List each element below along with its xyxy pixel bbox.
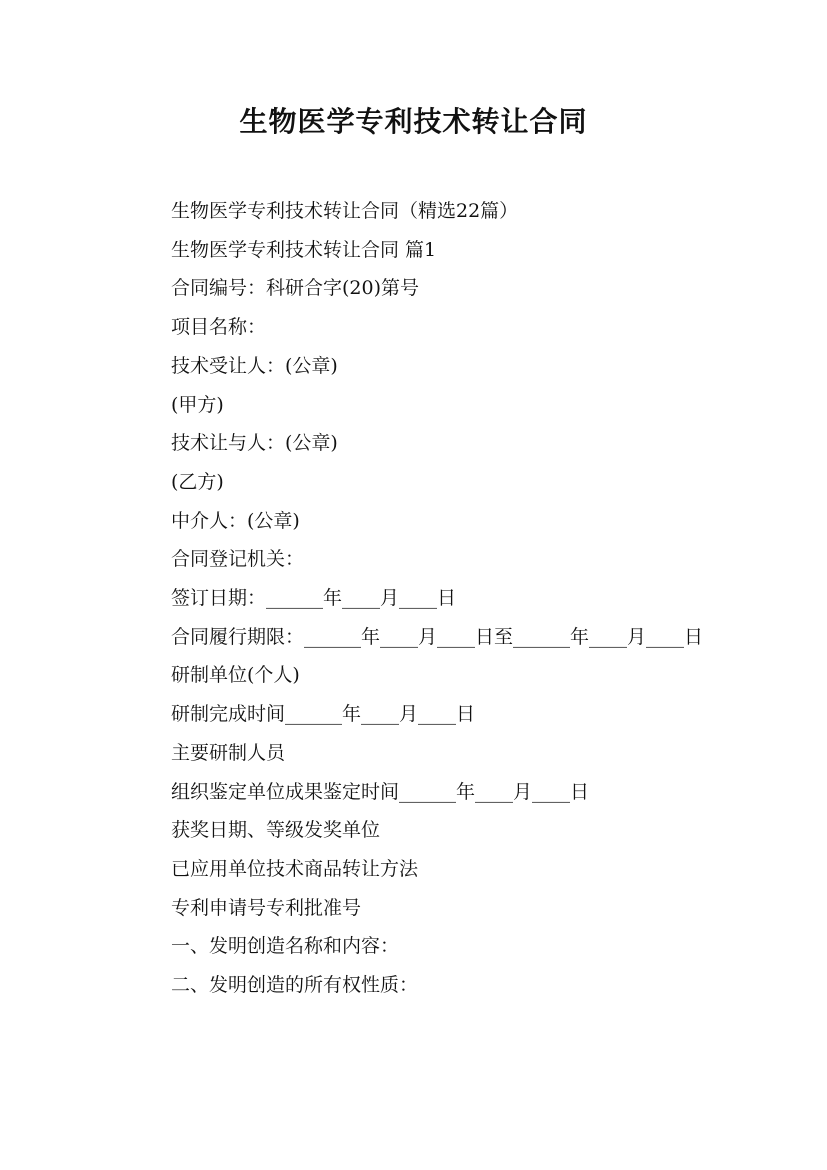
paragraph-registration-authority: 合同登记机关： (171, 548, 305, 571)
paragraph-performance-period: 合同履行期限：______年____月____日至______年____月____日 (171, 625, 704, 648)
paragraph-applied-units: 已应用单位技术商品转让方法 (171, 857, 419, 880)
paragraph-developer: 研制单位(个人) (171, 664, 300, 687)
paragraph-intermediary: 中介人：(公章) (171, 509, 300, 532)
paragraph-collection-title: 生物医学专利技术转让合同（精选22篇） (171, 200, 519, 222)
paragraph-section-title: 生物医学专利技术转让合同 篇1 (171, 238, 437, 261)
paragraph-transferor: 技术让与人：(公章) (171, 432, 338, 455)
paragraph-project-name: 项目名称： (171, 316, 267, 339)
paragraph-main-personnel: 主要研制人员 (171, 741, 286, 764)
paragraph-patent-numbers: 专利申请号专利批准号 (171, 896, 362, 919)
paragraph-transferee: 技术受让人：(公章) (171, 354, 338, 377)
paragraph-completion-time: 研制完成时间______年____月____日 (171, 703, 476, 726)
paragraph-clause-2: 二、发明创造的所有权性质： (171, 974, 419, 997)
paragraph-contract-number: 合同编号：科研合字(20)第号 (171, 277, 420, 300)
document-body (124, 192, 714, 1005)
paragraph-signing-date: 签订日期：______年____月____日 (171, 587, 457, 610)
paragraph-award: 获奖日期、等级发奖单位 (171, 819, 381, 842)
paragraph-party-a: (甲方) (171, 393, 224, 416)
document-title: 生物医学专利技术转让合同 (239, 105, 588, 138)
paragraph-appraisal: 组织鉴定单位成果鉴定时间______年____月____日 (171, 780, 590, 803)
paragraph-party-b: (乙方) (171, 470, 224, 493)
paragraph-clause-1: 一、发明创造名称和内容： (171, 935, 400, 958)
